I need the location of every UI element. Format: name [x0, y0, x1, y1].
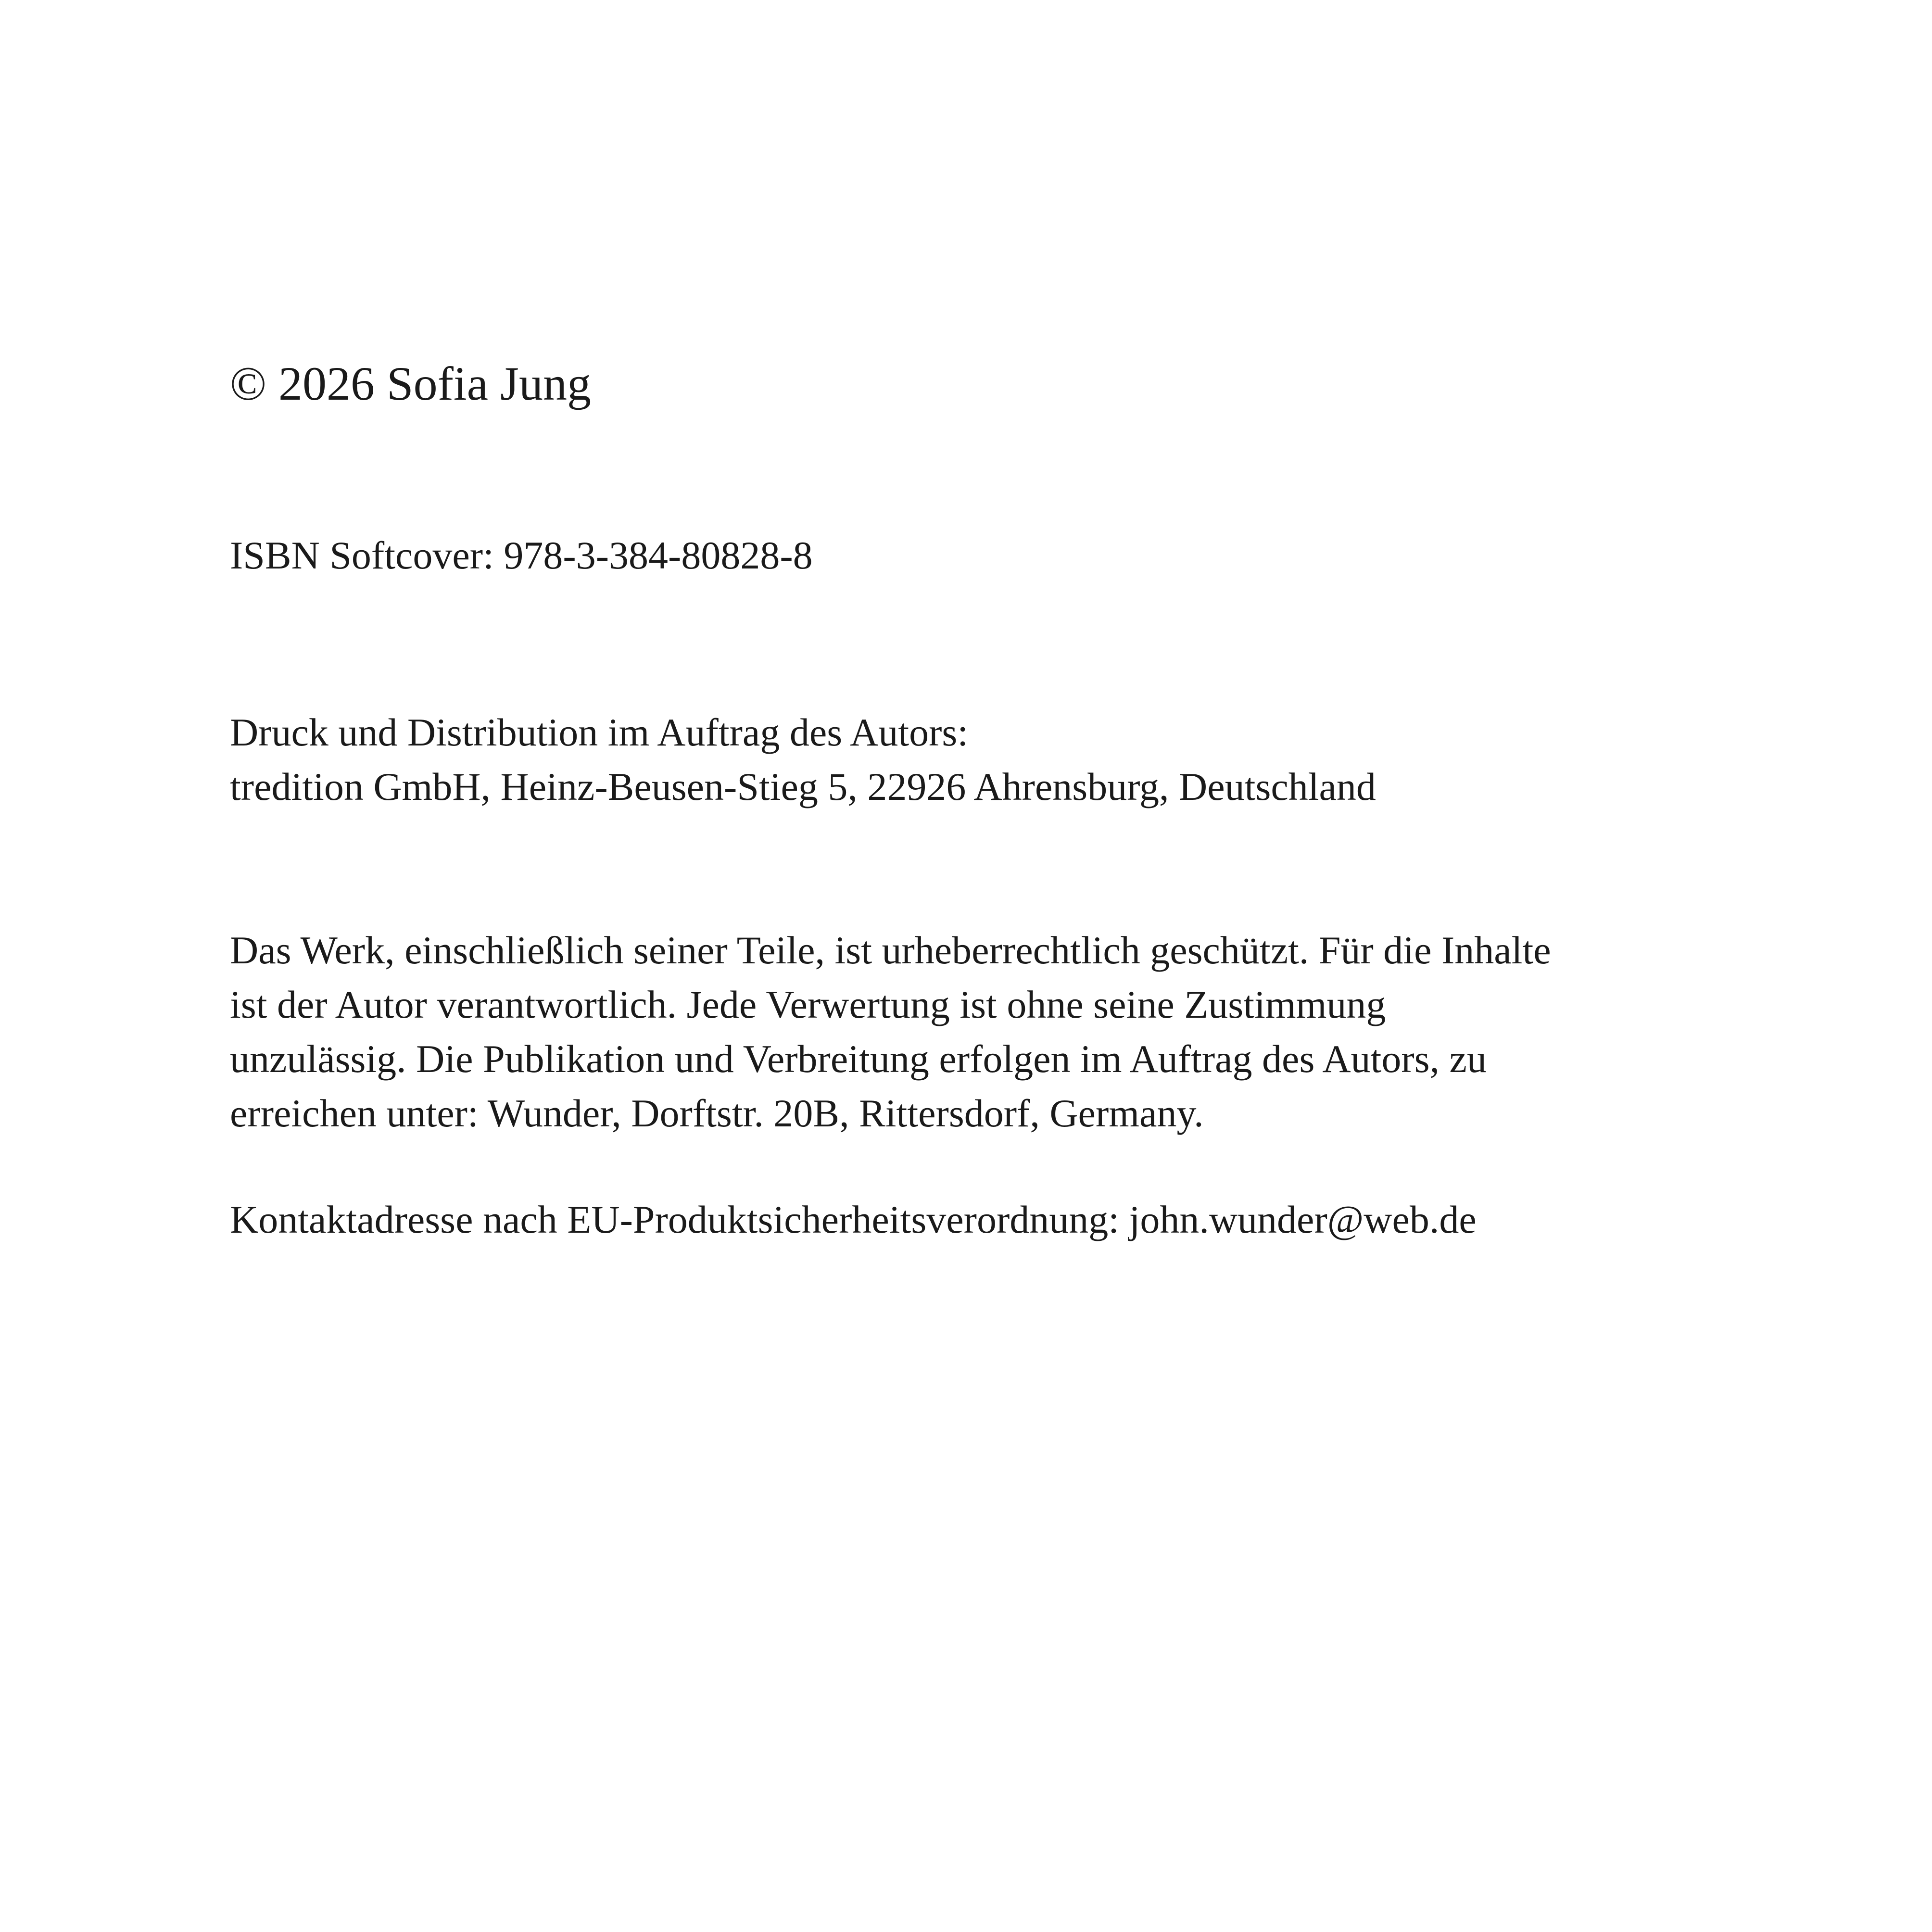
- copyright-notice: © 2026 Sofia Jung: [230, 357, 591, 410]
- rights-line-4: erreichen unter: Wunder, Dorftstr. 20B, Rittersdorf, Germany.: [230, 1091, 1204, 1135]
- publisher-line-2: tredition GmbH, Heinz-Beusen-Stieg 5, 22926 Ahrensburg, Deutschland: [230, 765, 1376, 808]
- publisher-info: [230, 705, 1376, 814]
- rights-line-3: unzulässig. Die Publikation und Verbreitung erfolgen im Auftrag des Autors, zu: [230, 1037, 1487, 1081]
- publisher-line-1: Druck und Distribution im Auftrag des Autors:: [230, 710, 969, 754]
- rights-notice: [230, 923, 1551, 1140]
- isbn-line: ISBN Softcover: 978-3-384-80828-8: [230, 533, 813, 577]
- contact-address: Kontaktadresse nach EU-Produktsicherheitsverordnung: john.wunder@web.de: [230, 1198, 1477, 1241]
- rights-line-1: Das Werk, einschließlich seiner Teile, ist urheberrechtlich geschützt. Für die Inhalte: [230, 928, 1551, 972]
- rights-line-2: ist der Autor verantwortlich. Jede Verwertung ist ohne seine Zustimmung: [230, 983, 1386, 1026]
